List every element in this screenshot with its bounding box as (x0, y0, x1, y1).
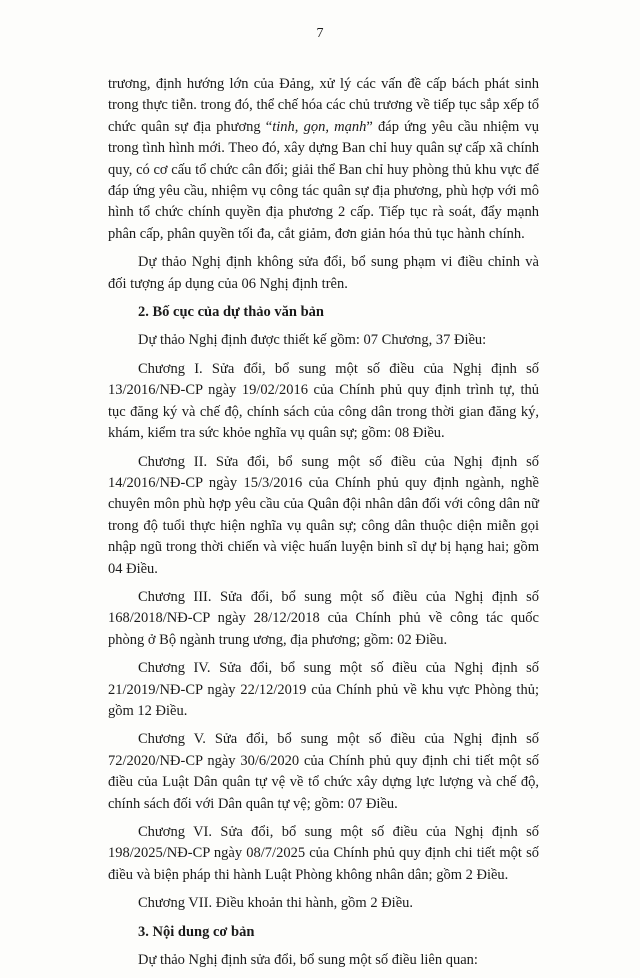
section-3-intro: Dự thảo Nghị định sửa đổi, bổ sung một số điều liên quan: (138, 952, 478, 969)
chapter-7: Chương VII. Điều khoản thi hành, gồm 2 Điều. (138, 895, 414, 912)
page-number: 7 (316, 26, 324, 41)
chapter-1: Chương I. Sửa đổi, bổ sung một số điều của Nghị định số 13/2016/NĐ-CP ngày 19/02/2016 của Chính phủ quy định trình tự, thủ tục đăng ký và chế độ, chính sách của công dân trong thời gian đăng ký, khám, kiểm tra sức khỏe nghĩa vụ quân sự; gồm: 08 Điều. (108, 360, 539, 442)
section-2-heading: 2. Bố cục của dự thảo văn bản (138, 304, 324, 321)
intro-paragraph (108, 74, 539, 245)
chapter-6: Chương VI. Sửa đổi, bổ sung một số điều của Nghị định số 198/2025/NĐ-CP ngày 08/7/2025 của Chính phủ quy định chi tiết một số điều và biện pháp thi hành Luật Phòng không nhân dân; gồm 2 Điều. (108, 824, 539, 883)
chapter-5: Chương V. Sửa đổi, bổ sung một số điều của Nghị định số 72/2020/NĐ-CP ngày 30/6/2020 của Chính phủ quy định chi tiết một số điều của Luật Dân quân tự vệ về tổ chức xây dựng lực lượng và chế độ, chính sách đối với Dân quân tự vệ; gồm: 07 Điều. (108, 731, 539, 812)
intro-emphasis: tinh, gọn, mạnh (272, 118, 367, 135)
intro-text-part2: ” đáp ứng yêu cầu nhiệm vụ trong tình hình mới. Theo đó, xây dựng Ban chỉ huy quân sự cấp xã chính quy, có cơ cấu tổ chức cân đối; giải thể Ban chỉ huy phòng thủ khu vực để đáp ứng yêu cầu, nhiệm vụ công tác quân sự địa phương, phù hợp với mô hình tổ chức chính quyền địa phương 2 cấp. Tiếp tục rà soát, đẩy mạnh phân cấp, phân quyền tối đa, cắt giảm, đơn giản hóa thủ tục hành chính. (108, 118, 539, 242)
chapter-4: Chương IV. Sửa đổi, bổ sung một số điều của Nghị định số 21/2019/NĐ-CP ngày 22/12/2019 của Chính phủ về khu vực Phòng thủ; gồm 12 Điều. (108, 660, 539, 719)
chapter-3: Chương III. Sửa đổi, bổ sung một số điều của Nghị định số 168/2018/NĐ-CP ngày 28/12/2018 của Chính phủ về công tác quốc phòng ở Bộ ngành trung ương, địa phương; gồm: 02 Điều. (108, 588, 539, 648)
scope-paragraph: Dự thảo Nghị định không sửa đổi, bổ sung phạm vi điều chỉnh và đối tượng áp dụng của 06 Nghị định trên. (108, 254, 539, 292)
document-body (108, 74, 539, 978)
section-3-heading: 3. Nội dung cơ bản (138, 923, 255, 940)
intro-text-part1: trương, định hướng lớn của Đảng, xử lý các vấn đề cấp bách phát sinh trong thực tiễn. trong đó, thể chế hóa các chủ trương về tiếp tục sắp xếp tổ chức quân sự địa phương “ (108, 76, 539, 135)
structure-summary: Dự thảo Nghị định được thiết kế gồm: 07 Chương, 37 Điều: (138, 332, 487, 349)
chapter-2: Chương II. Sửa đổi, bổ sung một số điều của Nghị định số 14/2016/NĐ-CP ngày 15/3/2016 của Chính phủ quy định ngành, nghề chuyên môn phù hợp yêu cầu của Quân đội nhân dân đối với công dân nữ trong độ tuổi thực hiện nghĩa vụ quân sự; công dân thuộc diện miễn gọi nhập ngũ trong thời chiến và việc huấn luyện binh sĩ dự bị hạng hai; gồm 04 Điều. (108, 453, 539, 577)
